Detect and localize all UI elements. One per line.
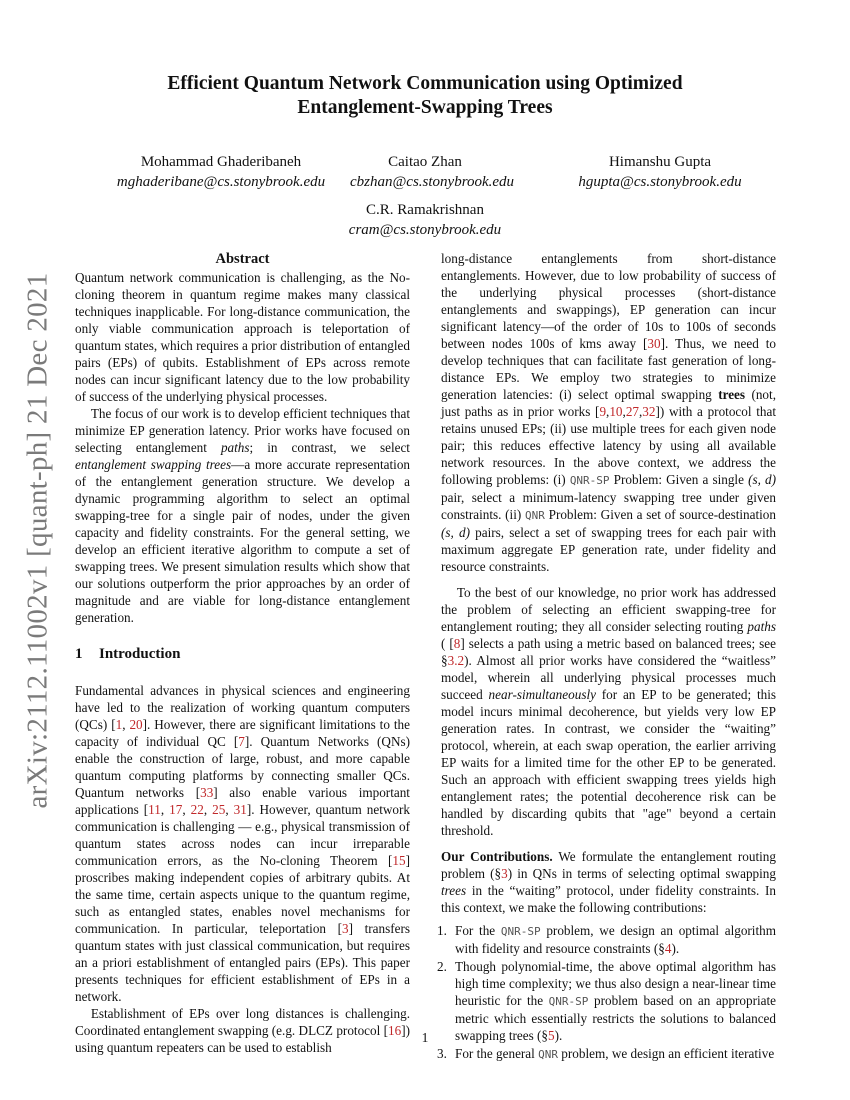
text-run: , — [225, 802, 234, 817]
citation-link[interactable]: 10 — [609, 404, 623, 419]
list-number: 2. — [437, 959, 447, 974]
contributions-heading: Our Contributions. — [441, 849, 553, 864]
text-run: ] selects a path using a metric based on balanced trees; see § — [441, 636, 776, 668]
abstract-paragraph-2 — [75, 405, 410, 626]
right-paragraph-2 — [441, 584, 776, 839]
author-email: cbzhan@cs.stonybrook.edu — [350, 174, 515, 190]
emphasis-paths: paths — [220, 440, 250, 455]
math-sd: (s, d) — [441, 525, 470, 540]
text-run: Problem: Given a set of source-destination — [544, 507, 776, 522]
code-qnr: QNR — [525, 509, 545, 522]
text-run: Establishment of EPs over long distances is challenging. Coordinated entanglement swapping (e.g. DLCZ protocol [ — [75, 1006, 410, 1038]
author-email: cram@cs.stonybrook.edu — [348, 222, 502, 238]
text-run: problem based on an appropriate metric which essentially restricts the solutions to balanced swapping trees (§ — [455, 993, 776, 1043]
left-column — [75, 250, 410, 1056]
right-column — [437, 250, 777, 1064]
spacer — [441, 575, 776, 584]
author-1 — [105, 152, 337, 192]
title-line-2: Entanglement-Swapping Trees — [297, 97, 553, 118]
code-qnr-sp: QNR-SP — [569, 474, 610, 487]
citation-link[interactable]: 27 — [625, 404, 639, 419]
text-run: , — [639, 404, 643, 419]
list-item — [437, 922, 776, 957]
author-name: Caitao Zhan — [388, 154, 462, 170]
text-run: ]) using quantum repeaters can be used to establish — [75, 1023, 410, 1055]
text-run: Though polynomial-time, the above optimal algorithm has high time complexity; we thus also design a near-linear time heuristic for the — [455, 959, 776, 1008]
list-number: 3. — [437, 1046, 447, 1061]
math-sd: (s, d) — [748, 472, 776, 487]
citation-link[interactable]: 32 — [642, 404, 656, 419]
citation-link[interactable]: 25 — [212, 802, 226, 817]
text-run: , — [160, 802, 170, 817]
arxiv-stamp — [8, 271, 68, 809]
text-run: To the best of our knowledge, no prior work has addressed the problem of selecting an efficient swapping-tree for entanglement routing; they all consider selecting routing — [441, 585, 776, 634]
citation-link[interactable]: 20 — [129, 717, 143, 732]
text-run: ] proscribes making independent copies of arbitrary qubits. At the same time, certain aspects unique to the quantum regime, such as entangled states, enables novel mechanisms for communication. In particular, teleportation [ — [75, 853, 410, 936]
citation-link[interactable]: 16 — [388, 1023, 402, 1038]
contributions-paragraph — [441, 848, 776, 916]
author-name: Himanshu Gupta — [608, 154, 712, 170]
text-run: ]. Quantum Networks (QNs) enable the construction of large, robust, and more capable quantum computing platforms by connecting smaller QCs. Quantum networks [ — [75, 734, 410, 800]
section-link[interactable]: 3 — [501, 866, 508, 881]
citation-link[interactable]: 11 — [148, 802, 161, 817]
text-run: For the — [455, 923, 501, 938]
text-run: ]. However, quantum network communication is challenging — e.g., physical transmission of quantum states across nodes can incur irreparable communication errors, as the No-cloning Theorem [ — [75, 802, 411, 868]
text-run: ) in QNs in terms of selecting optimal swapping — [507, 866, 776, 881]
section-link[interactable]: 5 — [548, 1028, 555, 1043]
text-run: in the “waiting” protocol, under fidelity constraints. In this context, we make the following contributions: — [441, 883, 776, 915]
text-run: , — [122, 717, 130, 732]
code-qnr-sp: QNR-SP — [548, 995, 589, 1008]
spacer — [441, 839, 776, 848]
text-run: problem, we design an efficient iterative — [558, 1046, 775, 1061]
text-run: ). Almost all prior works have considered the “waitless” model, wherein all underlying physical processes much succeed — [441, 653, 776, 702]
citation-link[interactable]: 3 — [342, 921, 349, 936]
author-name: Mohammad Ghaderibaneh — [140, 154, 302, 170]
citation-link[interactable]: 1 — [115, 717, 123, 732]
text-run: ). — [554, 1028, 563, 1043]
arxiv-stamp-text: arXiv:2112.11002v1 [quant-ph] 21 Dec 2021 — [21, 271, 54, 809]
citation-link[interactable]: 7 — [238, 734, 245, 749]
text-run: ). — [671, 941, 680, 956]
text-run: ]. However, there are significant limitations to the capacity of individual QC [ — [75, 717, 410, 749]
text-run: for an EP to be generated; this model incurs minimal decoherence, but yields very low EP generation rates. In contrast, we consider the “waiting” protocol, wherein, at each swap operation, the earlier arriving EP waits for a limited time for the other EP to be generated. Such an approach with efficient swapping trees yields high entanglement rates; the potential decoherence risk can be handled by discarding qubits that "age" beyond a certain threshold. — [441, 687, 776, 838]
text-run: ]. Thus, we need to develop techniques that can facilitate fast generation of long-distance EPs. We employ two strategies to minimize generation latencies: (i) select optimal swapping — [441, 336, 776, 402]
section-number: 1 — [75, 646, 83, 662]
section-heading-introduction — [75, 644, 410, 664]
text-run: Problem: Given a single — [609, 472, 749, 487]
text-run: ] transfers quantum states with just classical communication, but requires an a priori establishment of entangled pairs (EPs). This paper presents techniques for efficient establishment of EPs in a network. — [75, 921, 410, 1004]
text-run: , — [203, 802, 213, 817]
citation-link[interactable]: 30 — [647, 336, 661, 351]
intro-paragraph-1 — [75, 682, 410, 1005]
text-run: pair, select a minimum-latency swapping tree under given constraints. (ii) — [441, 490, 776, 522]
section-link[interactable]: 4 — [664, 941, 672, 956]
citation-link[interactable]: 15 — [392, 853, 406, 868]
citation-link[interactable]: 22 — [190, 802, 204, 817]
text-run: , — [182, 802, 191, 817]
section-title: Introduction — [99, 646, 181, 662]
author-4 — [320, 200, 530, 240]
text-run: (not, just paths as in prior works [ — [441, 387, 776, 419]
text-run: —a more accurate representation of the entanglement generation structure. We develop a dynamic programming algorithm to select an optimal swapping-tree for a single pair of nodes, under the given capacity and fidelity constraints. For the general setting, we develop an efficient iterative algorithm to compute a set of swapping trees. We present simulation results which show that our solutions outperform the prior approaches by an order of magnitude and are viable for long-distance entanglement generation. — [75, 457, 411, 625]
emphasis-near-simultaneously: near-simultaneously — [488, 687, 596, 702]
abstract-paragraph-1: Quantum network communication is challenging, as the No-cloning theorem in quantum regime makes many classical techniques inapplicable. For long-distance communication, the only viable communication approach is teleportation of quantum states, which requires a prior distribution of entangled pairs (EPs) of qubits. Establishment of EPs across remote nodes can incur significant latency due to the low probability of success of the underlying physical processes. — [75, 270, 410, 404]
citation-link[interactable]: 31 — [233, 802, 247, 817]
page-number: 1 — [421, 1030, 429, 1045]
text-run: pairs, select a set of swapping trees for each pair with maximum aggregate EP generation rate, under fidelity and resource constraints. — [441, 525, 777, 574]
text-run: ; in contrast, we select — [249, 440, 410, 455]
text-run: ( [ — [441, 636, 454, 651]
text-run: Fundamental advances in physical sciences and engineering have led to the realization of working quantum computers (QCs) [ — [75, 683, 410, 732]
code-qnr: QNR — [538, 1048, 558, 1061]
author-2 — [350, 152, 515, 192]
bold-trees: trees — [718, 387, 746, 402]
citation-link[interactable]: 33 — [200, 785, 214, 800]
right-paragraph-1 — [441, 250, 776, 575]
abstract-heading: Abstract — [215, 251, 270, 267]
list-number: 1. — [437, 923, 447, 938]
text-run: The focus of our work is to develop efficient techniques that minimize EP generation latency. Prior works have focused on selecting entanglement — [75, 406, 410, 455]
text-run: ]) with a protocol that retains unused EPs; (ii) use multiple trees for each given node pair; this reduces effective latency by using all available network resources. In the above context, we address the following problems: (i) — [441, 404, 776, 487]
section-link[interactable]: 3.2 — [447, 653, 465, 668]
emphasis-trees: trees — [441, 883, 467, 898]
author-email: hgupta@cs.stonybrook.edu — [578, 174, 742, 190]
citation-link[interactable]: 17 — [169, 802, 183, 817]
text-run: , — [606, 404, 610, 419]
text-run: , — [622, 404, 626, 419]
author-email: mghaderibane@cs.stonybrook.edu — [116, 174, 326, 190]
citation-link[interactable]: 8 — [453, 636, 461, 651]
text-run: For the general — [455, 1046, 539, 1061]
code-qnr-sp: QNR-SP — [500, 925, 541, 938]
emphasis-trees: entanglement swapping trees — [75, 457, 232, 472]
text-run: We formulate the entanglement routing problem (§ — [441, 849, 776, 881]
title-line-1: Efficient Quantum Network Communication using Optimized — [167, 73, 683, 94]
author-3 — [565, 152, 755, 192]
text-run: problem, we design an optimal algorithm with fidelity and resource constraints (§ — [455, 923, 776, 956]
emphasis-paths: paths — [747, 619, 776, 634]
citation-link[interactable]: 9 — [599, 404, 607, 419]
text-run: ] also enable various important applications [ — [75, 785, 410, 817]
author-name: C.R. Ramakrishnan — [366, 202, 484, 218]
list-item — [437, 1045, 776, 1063]
text-run: long-distance entanglements from short-distance entanglements. However, due to low probability of success of the underlying physical processes (short-distance entanglements and swappings), EP generation can incur significant latency—of the order of 10s to 100s of seconds between nodes 100s of kms away [ — [441, 251, 776, 351]
paper-title — [110, 72, 740, 120]
